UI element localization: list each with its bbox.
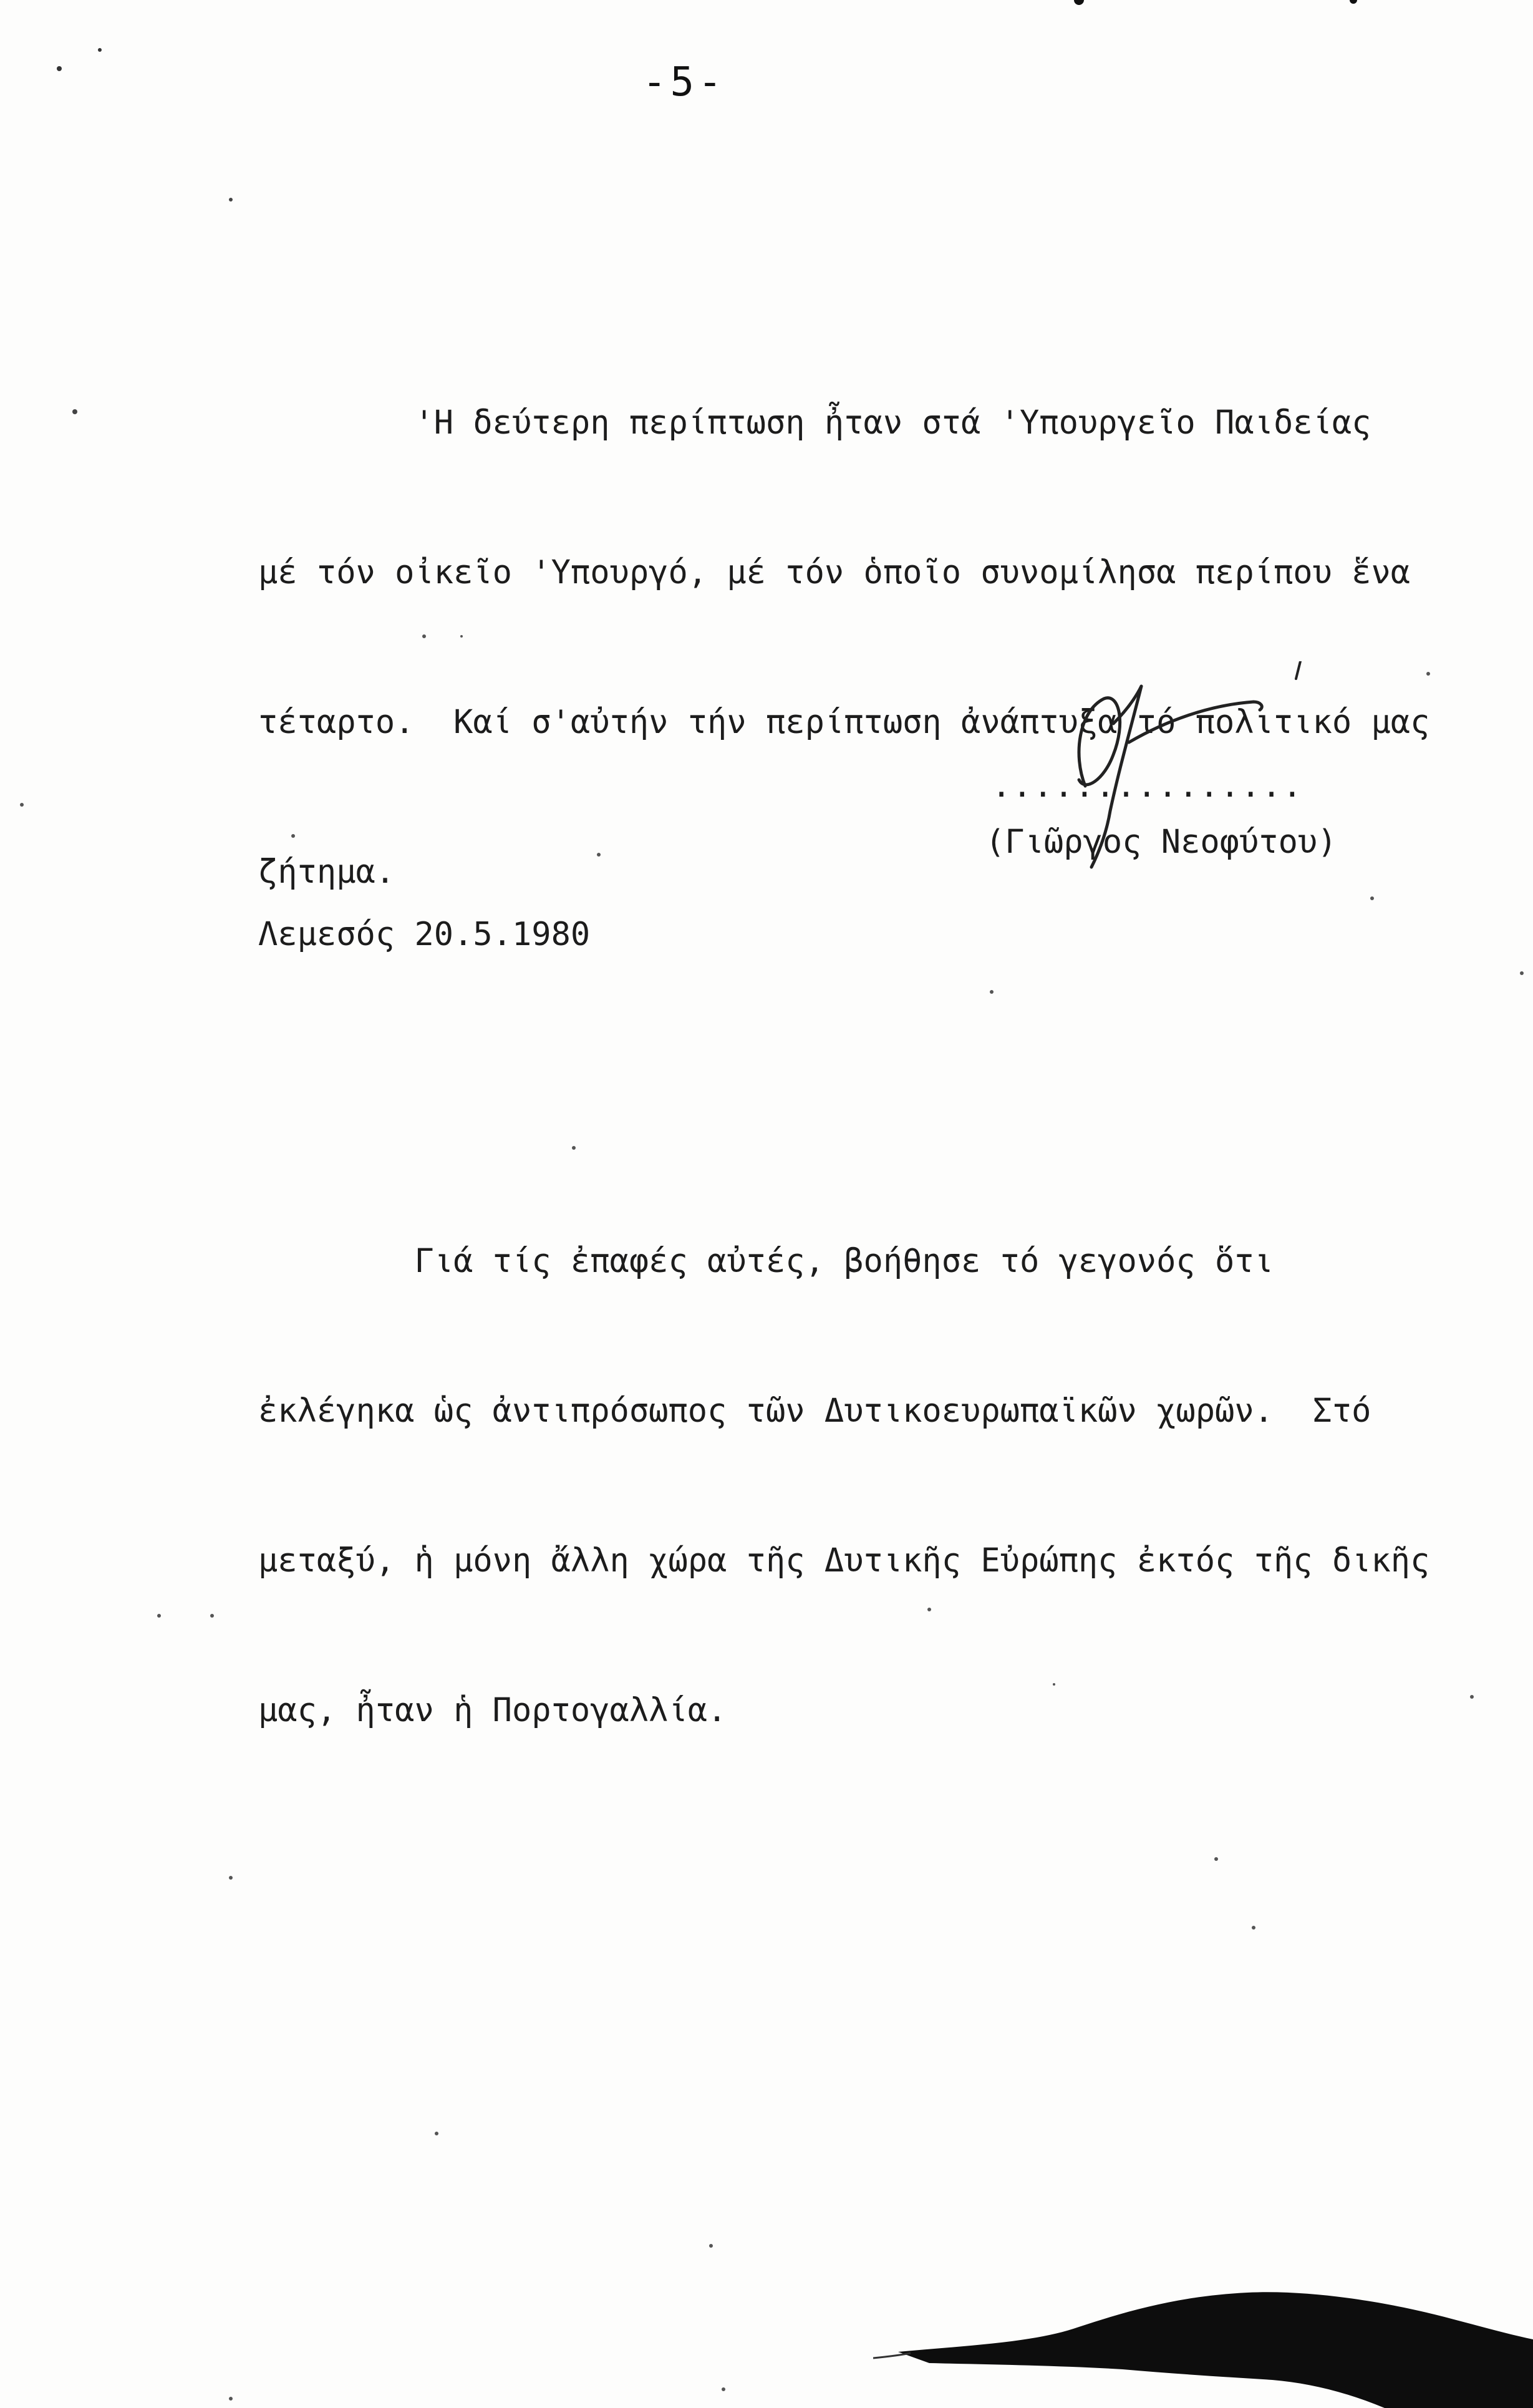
text-line: ἐκλέγηκα ὡς ἀντιπρόσωπος τῶν Δυτικοευρωπαϊκῶν χωρῶν. Στό [258, 1392, 1371, 1430]
text-line: 'Η δεύτερη περίπτωση ἦταν στά 'Υπουργεῖο Παιδείας [258, 404, 1371, 442]
text-line: μεταξύ, ἡ μόνη ἄλλη χώρα τῆς Δυτικῆς Εὐρώπης ἐκτός τῆς δικῆς [258, 1542, 1430, 1580]
place-and-date: Λεμεσός 20.5.1980 [258, 916, 591, 953]
paragraph [258, 1137, 1430, 1835]
letter-body [258, 198, 1430, 1935]
signer-name: (Γιῶργος Νεοφύτου) [985, 823, 1337, 861]
text-line: μέ τόν οἰκεῖο 'Υπουργό, μέ τόν ὁποῖο συνομίλησα περίπου ἕνα [258, 554, 1411, 591]
text-line: ζήτημα. [258, 853, 395, 891]
text-line: μας, ἦταν ἡ Πορτογαλλία. [258, 1692, 727, 1729]
signature-block [985, 661, 1422, 873]
text-line: τέταρτο. Καί σ'αὐτήν τήν περίπτωση ἀνάπτυξα τό πολιτικό μας [258, 704, 1430, 741]
page-number: -5- [642, 59, 726, 105]
paragraph [258, 298, 1430, 997]
text-line: Γιά τίς ἐπαφές αὐτές, βοήθησε τό γεγονός ὅτι [258, 1243, 1274, 1280]
scan-corner-shadow [873, 2258, 1533, 2408]
signature-line: ............... [992, 767, 1303, 805]
